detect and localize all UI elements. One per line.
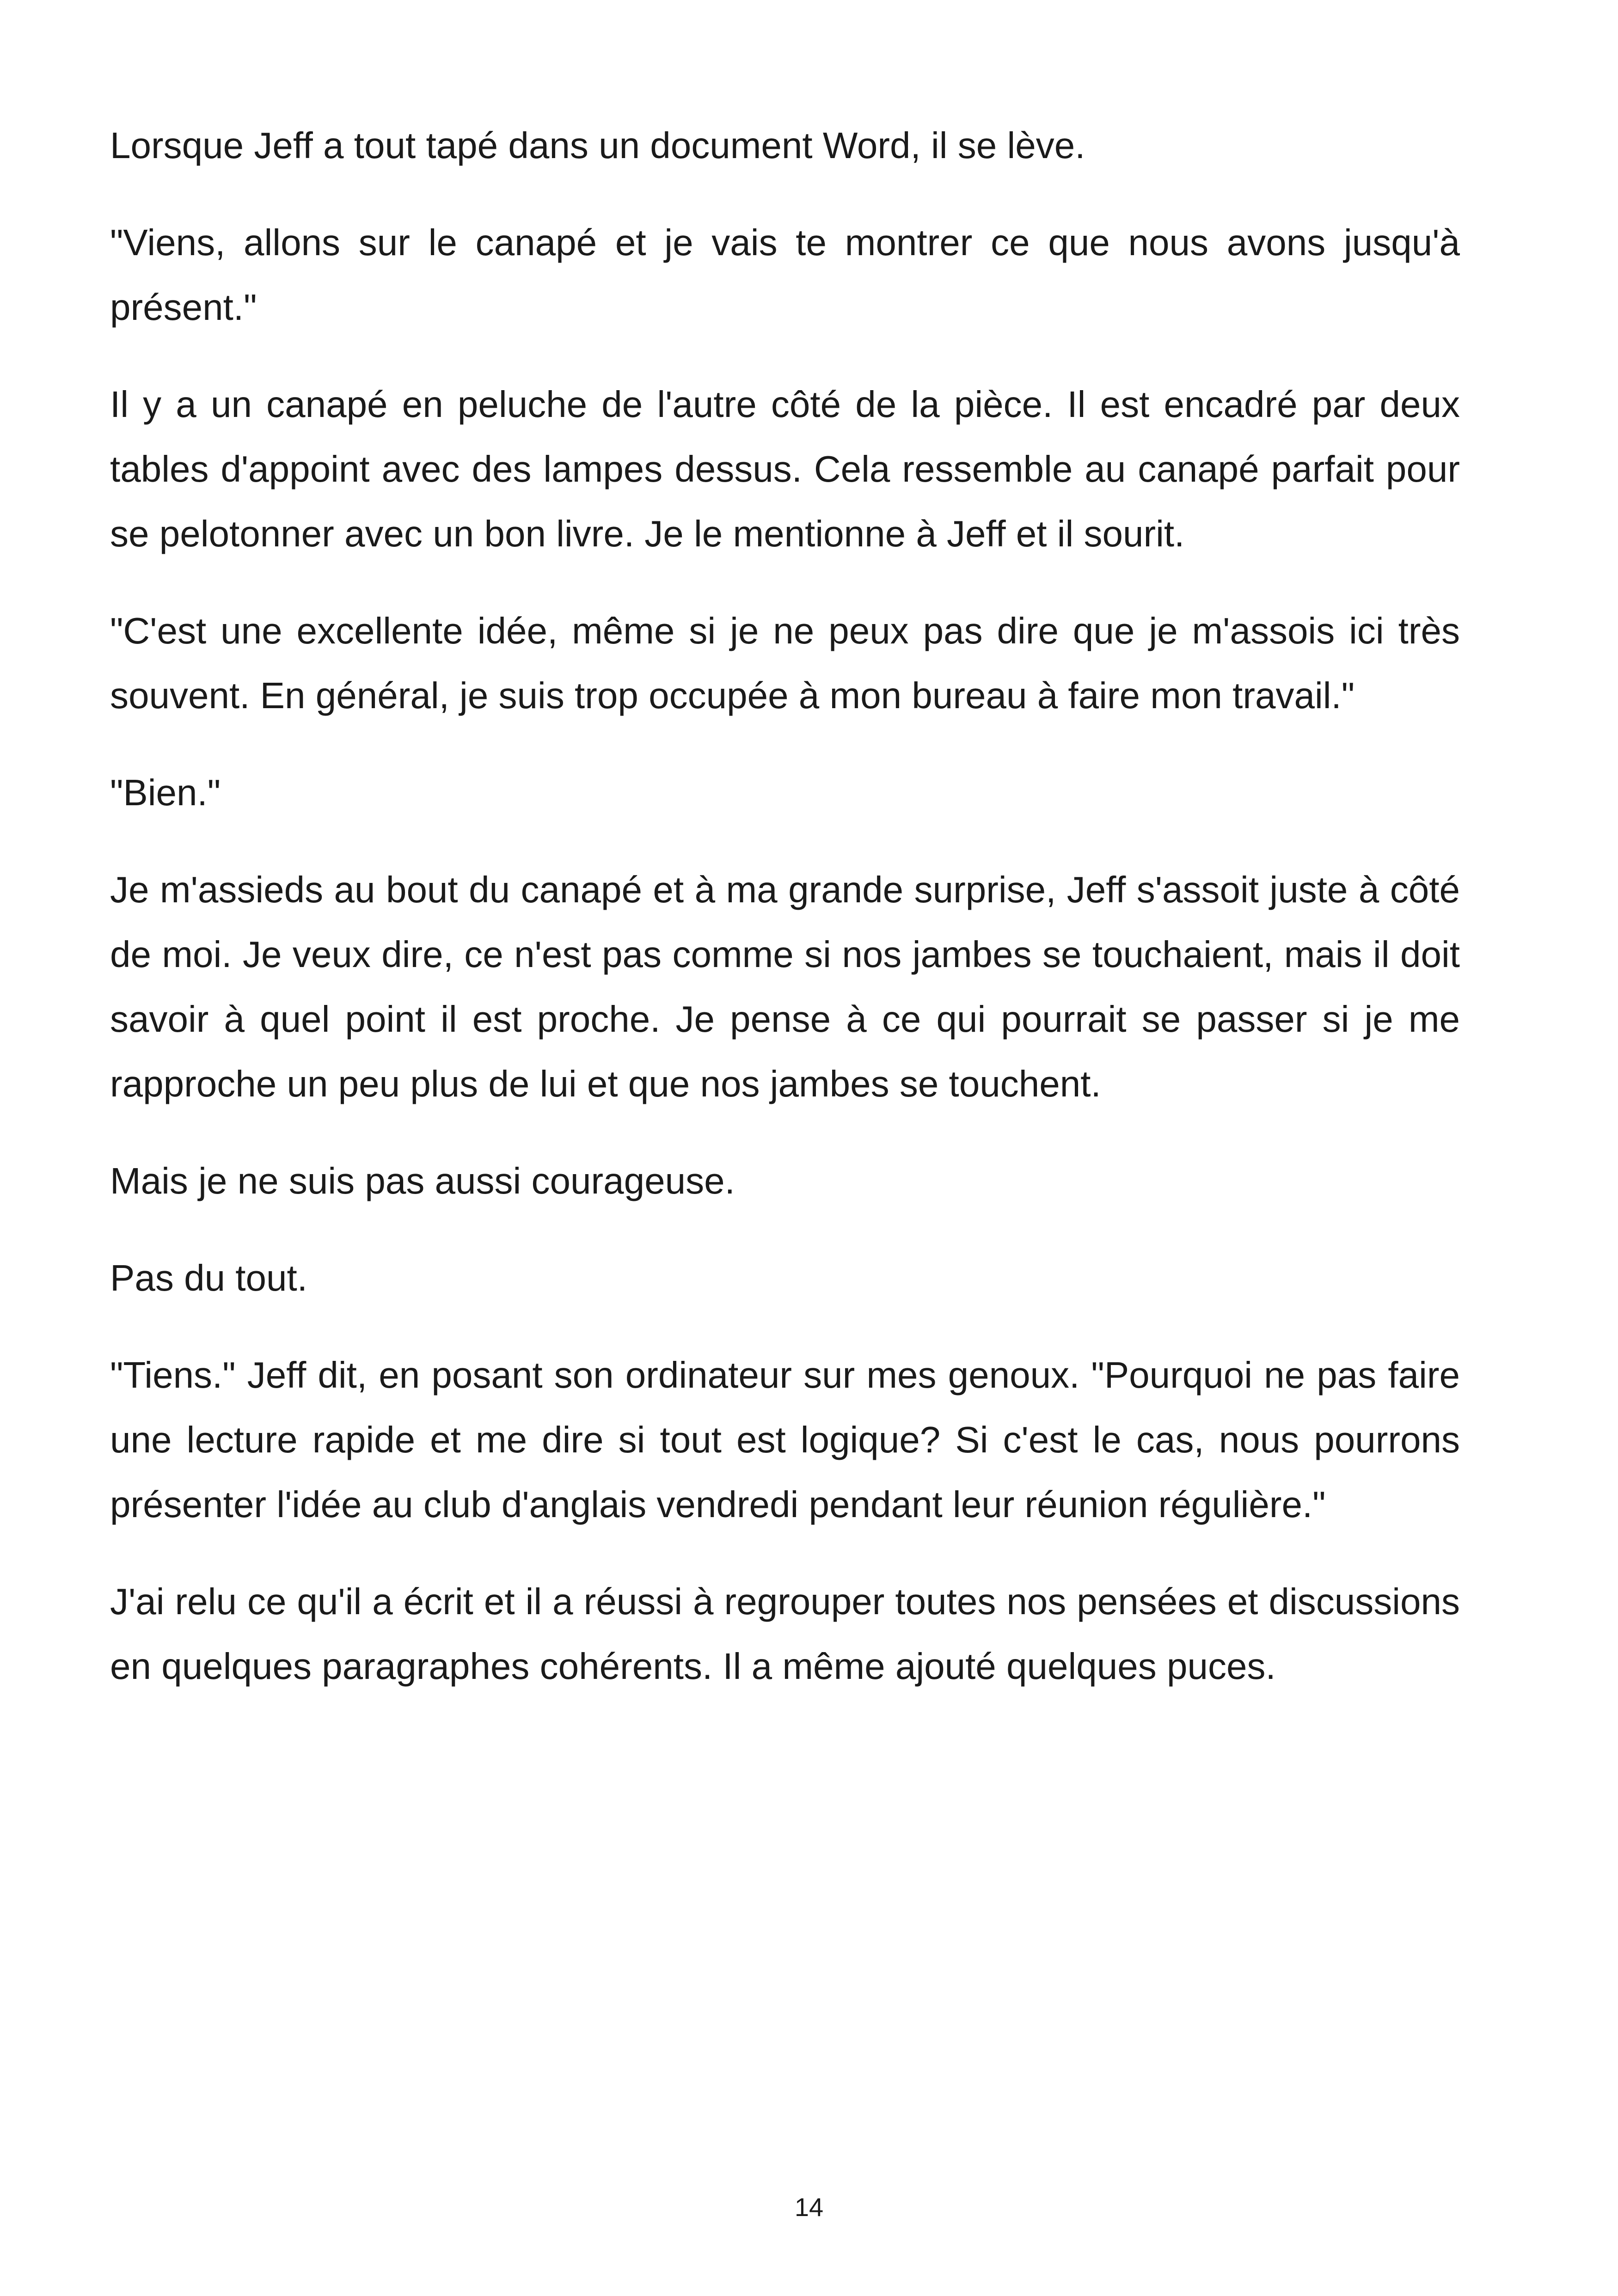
paragraph-8: Pas du tout. [110,1257,307,1298]
paragraph-5: "Bien." [110,772,221,813]
paragraph-9: "Tiens." Jeff dit, en posant son ordinateur sur mes genoux. "Pourquoi ne pas faire une lecture rapide et me dire si tout est logique? Si c'est le cas, nous pourrons présenter l'idée au club d'anglais vendredi pendant leur réunion régulière." [110,1354,1460,1525]
paragraph-2: "Viens, allons sur le canapé et je vais te montrer ce que nous avons jusqu'à présent." [110,222,1460,328]
paragraph-3: Il y a un canapé en peluche de l'autre côté de la pièce. Il est encadré par deux tables d'appoint avec des lampes dessus. Cela ressemble au canapé parfait pour se pelotonner avec un bon livre. Je le mentionne à Jeff et il sourit. [110,384,1460,554]
paragraph-6: Je m'assieds au bout du canapé et à ma grande surprise, Jeff s'assoit juste à côté de moi. Je veux dire, ce n'est pas comme si nos jambes se touchaient, mais il doit savoir à quel point il est proche. Je pense à ce qui pourrait se passer si je me rapproche un peu plus de lui et que nos jambes se touchent. [110,869,1460,1104]
body-text [110,113,1460,1731]
paragraph-10: J'ai relu ce qu'il a écrit et il a réussi à regrouper toutes nos pensées et discussions en quelques paragraphes cohérents. Il a même ajouté quelques puces. [110,1581,1460,1687]
paragraph-4: "C'est une excellente idée, même si je ne peux pas dire que je m'assois ici très souvent. En général, je suis trop occupée à mon bureau à faire mon travail." [110,610,1460,716]
paragraph-7: Mais je ne suis pas aussi courageuse. [110,1160,735,1201]
paragraph-1: Lorsque Jeff a tout tapé dans un document Word, il se lève. [110,125,1085,166]
page-number: 14 [794,2192,824,2222]
